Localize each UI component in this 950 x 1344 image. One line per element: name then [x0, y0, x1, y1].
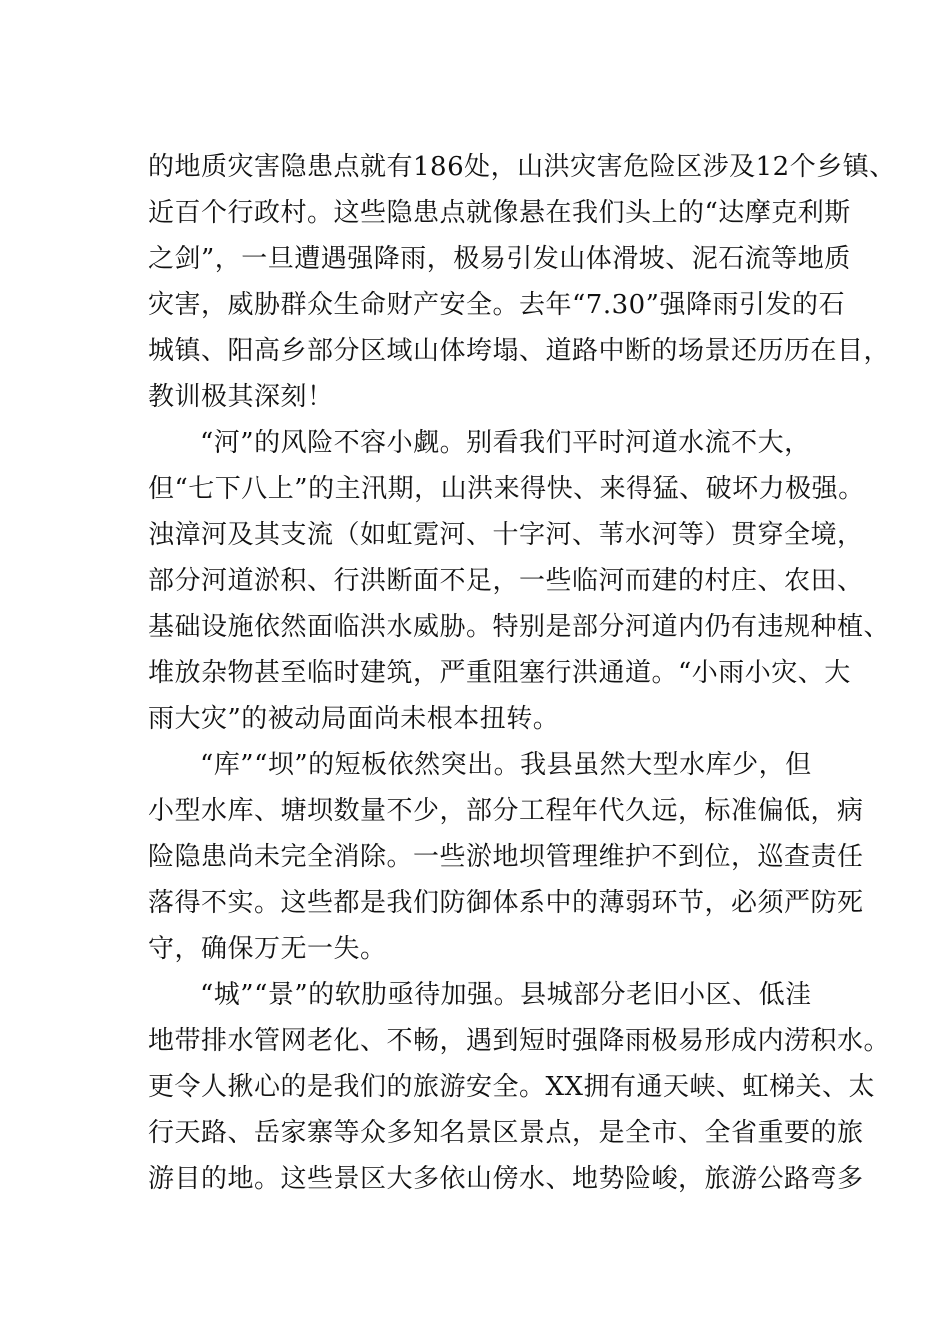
text-line: 行天路、岳家寨等众多知名景区景点，是全市、全省重要的旅 [148, 1118, 864, 1148]
paragraph-start-line: “城”“景”的软肋亟待加强。县城部分老旧小区、低洼 [200, 980, 812, 1010]
paragraph-start-line: “库”“坝”的短板依然突出。我县虽然大型水库少，但 [200, 750, 812, 780]
text-line: 小型水库、塘坝数量不少，部分工程年代久远，标准偏低，病 [148, 796, 864, 826]
text-line: 堆放杂物甚至临时建筑，严重阻塞行洪通道。“小雨小灾、大 [148, 658, 851, 688]
text-line: 但“七下八上”的主汛期，山洪来得快、来得猛、破坏力极强。 [148, 474, 865, 504]
text-line: 游目的地。这些景区大多依山傍水、地势险峻，旅游公路弯多 [148, 1164, 864, 1194]
body-text [148, 144, 896, 1202]
text-line: 之剑”，一旦遭遇强降雨，极易引发山体滑坡、泥石流等地质 [148, 244, 851, 274]
text-line: 近百个行政村。这些隐患点就像悬在我们头上的“达摩克利斯 [148, 198, 851, 228]
text-line: 灾害，威胁群众生命财产安全。去年“7.30”强降雨引发的石 [148, 290, 845, 320]
text-line: 的地质灾害隐患点就有186处，山洪灾害危险区涉及12个乡镇、 [148, 152, 896, 182]
text-line: 险隐患尚未完全消除。一些淤地坝管理维护不到位，巡查责任 [148, 842, 864, 872]
text-line: 雨大灾”的被动局面尚未根本扭转。 [148, 704, 560, 734]
text-line: 城镇、阳高乡部分区域山体垮塌、道路中断的场景还历历在目， [148, 336, 891, 366]
text-line: 落得不实。这些都是我们防御体系中的薄弱环节，必须严防死 [148, 888, 864, 918]
text-line: 浊漳河及其支流（如虹霓河、十字河、苇水河等）贯穿全境， [148, 520, 864, 550]
text-line: 部分河道淤积、行洪断面不足，一些临河而建的村庄、农田、 [148, 566, 864, 596]
paragraph-start-line: “河”的风险不容小觑。别看我们平时河道水流不大， [200, 428, 811, 458]
text-line: 守，确保万无一失。 [148, 934, 387, 964]
text-line: 地带排水管网老化、不畅，遇到短时强降雨极易形成内涝积水。 [148, 1026, 891, 1056]
text-line: 基础设施依然面临洪水威胁。特别是部分河道内仍有违规种植、 [148, 612, 891, 642]
text-line: 更令人揪心的是我们的旅游安全。XX拥有通天峡、虹梯关、太 [148, 1072, 876, 1102]
text-line: 教训极其深刻！ [148, 382, 334, 412]
